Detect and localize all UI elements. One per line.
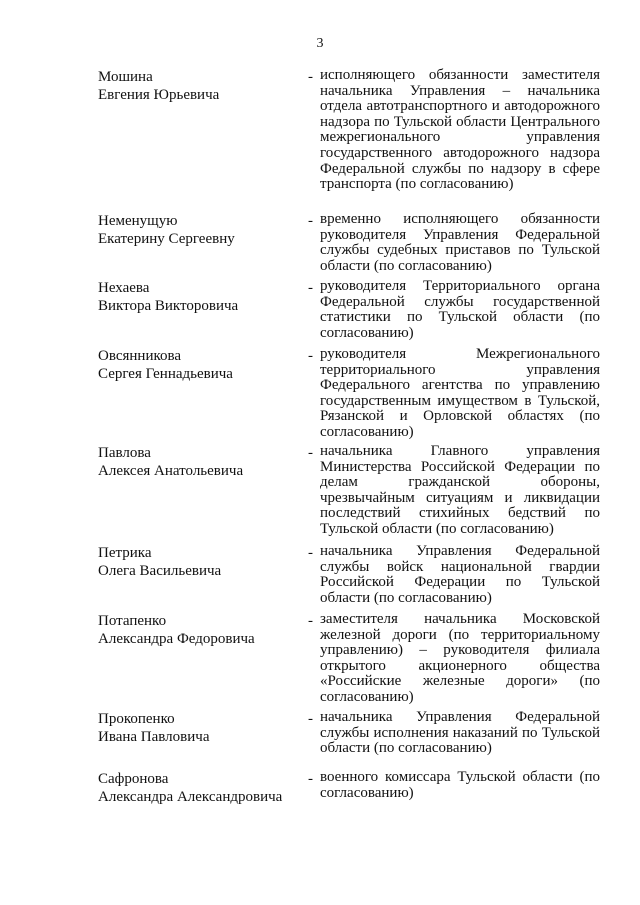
person-name xyxy=(98,612,298,648)
surname: Петрика xyxy=(98,545,152,561)
surname: Нехаева xyxy=(98,280,150,296)
surname: Прокопенко xyxy=(98,711,175,727)
surname: Сафронова xyxy=(98,771,169,787)
given-names: Виктора Викторовича xyxy=(98,298,239,314)
given-names: Олега Васильевича xyxy=(98,563,222,579)
person-name xyxy=(98,444,298,480)
position-description: руководителя Межрегионального территориального управления Федерального агентства по управлению государственным имуществом в Тульской, Рязанской и Орловской областях (по согласованию) xyxy=(320,346,600,440)
dash: - xyxy=(308,445,313,461)
person-name xyxy=(98,68,298,104)
surname: Потапенко xyxy=(98,613,167,629)
position-description: военного комиссара Тульской области (по согласованию) xyxy=(320,769,600,801)
position-description: заместителя начальника Московской железной дороги (по территориальному управлению) – руководителя филиала открытого акционерного общества «Российские железные дороги» (по согласованию) xyxy=(320,611,600,705)
dash: - xyxy=(308,213,313,229)
surname: Неменущую xyxy=(98,213,178,229)
dash: - xyxy=(308,613,313,629)
position-description: начальника Управления Федеральной службы исполнения наказаний по Тульской области (по согласованию) xyxy=(320,709,600,757)
given-names: Александра Александровича xyxy=(98,789,283,805)
dash: - xyxy=(308,711,313,727)
dash: - xyxy=(308,69,313,85)
person-name xyxy=(98,770,298,806)
person-name xyxy=(98,279,298,315)
person-name xyxy=(98,212,298,248)
dash: - xyxy=(308,771,313,787)
position-description: руководителя Территориального органа Федеральной службы государственной статистики по Тульской области (по согласованию) xyxy=(320,278,600,341)
position-description: начальника Управления Федеральной службы войск национальной гвардии Российской Федерации по Тульской области (по согласованию) xyxy=(320,543,600,606)
given-names: Екатерину Сергеевну xyxy=(98,231,235,247)
position-description: исполняющего обязанности заместителя начальника Управления – начальника отдела автотранспортного и автодорожного надзора по Тульской области Центрального межрегионального управления государственного автодорожного надзора Федеральной службы по надзору в сфере транспорта (по согласованию) xyxy=(320,67,600,193)
person-name xyxy=(98,347,298,383)
given-names: Ивана Павловича xyxy=(98,729,210,745)
person-name xyxy=(98,544,298,580)
page-number: 3 xyxy=(316,36,324,51)
dash: - xyxy=(308,280,313,296)
given-names: Алексея Анатольевича xyxy=(98,463,244,479)
dash: - xyxy=(308,545,313,561)
surname: Павлова xyxy=(98,445,151,461)
position-description: начальника Главного управления Министерства Российской Федерации по делам гражданской обороны, чрезвычайным ситуациям и ликвидации последствий стихийных бедствий по Тульской области (по согласованию) xyxy=(320,443,600,537)
surname: Мошина xyxy=(98,69,153,85)
given-names: Александра Федоровича xyxy=(98,631,255,647)
dash: - xyxy=(308,348,313,364)
given-names: Евгения Юрьевича xyxy=(98,87,220,103)
position-description: временно исполняющего обязанности руководителя Управления Федеральной службы судебных приставов по Тульской области (по согласованию) xyxy=(320,211,600,274)
person-name xyxy=(98,710,298,746)
surname: Овсянникова xyxy=(98,348,182,364)
given-names: Сергея Геннадьевича xyxy=(98,366,233,382)
